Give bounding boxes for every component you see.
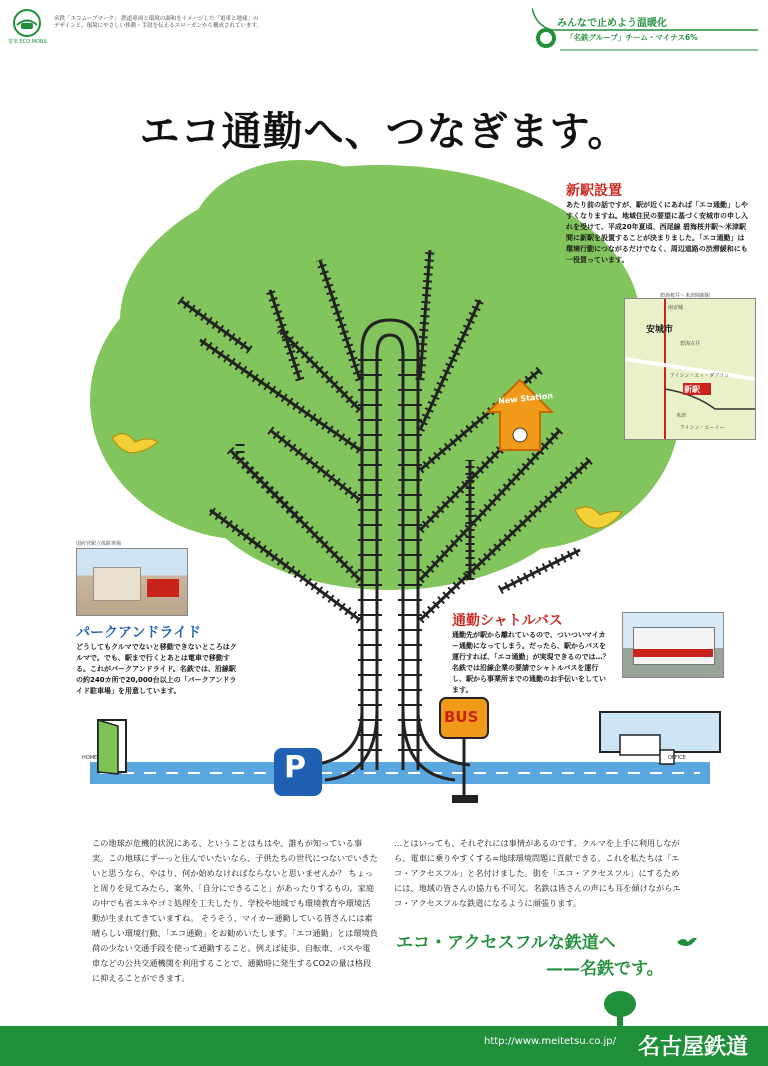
shuttle-body: 通勤先が駅から離れているので、ついついマイカー通勤になってしまう。だったら、駅からバスを運行すれば、「エコ通勤」が実現できるのでは…？名鉄では沿線企業の要請でシャトルバスを運行し、駅から事業所までの通勤のお手伝いをしています。	[452, 631, 610, 694]
map-road-2: アイシン・エーイー	[680, 425, 725, 431]
eco-move-note: 名鉄「エコムーブマーク」 鉄道車両と環境の調和をイメージした「電車と地球」のデザインと、環境にやさしい移動・手段を伝えるスローガンから構成されています。	[54, 16, 263, 29]
parking-label: P	[284, 750, 306, 785]
shuttle-bus-photo	[622, 612, 724, 678]
slogan-line2: ——名鉄です。	[546, 959, 664, 979]
park-ride-body: どうしてもクルマでないと移動できないところはクルマで。でも、駅まで行くとあとは電車で移動する。これがパークアンドライド。名鉄では、沿線駅の約240カ所で20,000台以上の「パークアンドライド駐車場」を用意しています。	[76, 643, 237, 695]
company-name: 名古屋鉄道	[638, 1035, 749, 1060]
office-label: OFFICE	[668, 755, 686, 761]
map-city: 安城市	[646, 325, 674, 335]
slogan-line1: エコ・アクセスフルな鉄道へ	[396, 933, 616, 953]
map-drawing	[625, 299, 755, 439]
body-right: …とはいっても、それぞれには事情があるのです。クルマを上手に利用しながら、電車に乗りやすくする=地球環境問題に貢献できる、これを私たちは「エコ・アクセスフル」と名付けました。街を「エコ・アクセスフル」にするためには、地域の皆さんの協力も不可欠。名鉄は皆さんの声にも耳を傾けながらエコ・アクセスフルな鉄道になるように頑張ります。	[394, 838, 681, 908]
eco-move-caption: 電車 ECO MOBIL	[8, 39, 48, 45]
tree-logo-icon	[600, 990, 640, 1030]
bus-label: BUS	[444, 708, 479, 726]
new-station-body: あたり前の話ですが、駅が近くにあれば「エコ通勤」しやすくなりますね。地域住民の要望に基づく安城市の申し入れを受けて、平成20年夏頃、西尾線 碧海桜井駅～米津駅間に新駅を設置することが決まりました。「エコ通勤」は環境行動につながるだけでなく、周辺道路の渋滞緩和にも一役買っています。	[566, 201, 748, 264]
eco-move-logo	[12, 8, 42, 38]
footer-url[interactable]: http://www.meitetsu.co.jp/	[484, 1036, 616, 1047]
new-station-map	[624, 298, 756, 440]
park-ride-title: パークアンドライド	[76, 625, 202, 641]
map-station-1: 南安城	[668, 305, 684, 311]
park-ride-photo	[76, 548, 188, 616]
badge-slogan: みんなで止めよう温暖化	[557, 18, 667, 29]
new-station-label: New Station	[497, 391, 554, 406]
office-building	[600, 712, 720, 764]
map-station-2: 碧海古井	[680, 341, 701, 347]
shuttle-title: 通勤シャトルバス	[452, 613, 563, 629]
new-station-title: 新駅設置	[566, 183, 622, 199]
headline: エコ通勤へ、つなぎます。	[139, 109, 629, 155]
map-road-1: アイシン・エィ・ダブリュ	[670, 373, 730, 379]
home-door	[98, 720, 126, 774]
body-left: この地球が危機的状況にある、ということはもはや、誰もが知っている事実。この地球にずーっと住んでいたいなら、子供たちの世代につないでいきたいと思うなら、やはり、何か始めなければならないと思いませんか？ ちょっと周りを見てみたら、案外、「自分にできること」があったりするもの。家庭の中でも省エネやゴミ処理を工夫したり、学校や地域でも環境教育や環境活動が生まれてきていますね。 そうそう、マイカー通勤している皆さんには素晴らしい環境行動、「エコ通勤」をお勧めいたします。「エコ通勤」とは環境負荷の少ない交通手段を使って通勤すること。例えば徒歩、自転車、バスや電車などの公共交通機関を利用することで、通勤時に発生するCO2の量は格段に抑えることができます。	[92, 838, 378, 983]
park-ride-photo-caption: 国府宮駅立体駐車場	[76, 541, 122, 547]
map-new-station: 新駅	[684, 385, 700, 394]
map-caption: 碧海桜井～米津間新駅	[660, 293, 711, 299]
slogan-bird-icon	[676, 934, 698, 948]
home-label: HOME	[82, 755, 98, 761]
map-station-3: 米津	[676, 413, 687, 419]
badge-team: 「名鉄グループ」チーム・マイナス6%	[566, 33, 698, 42]
